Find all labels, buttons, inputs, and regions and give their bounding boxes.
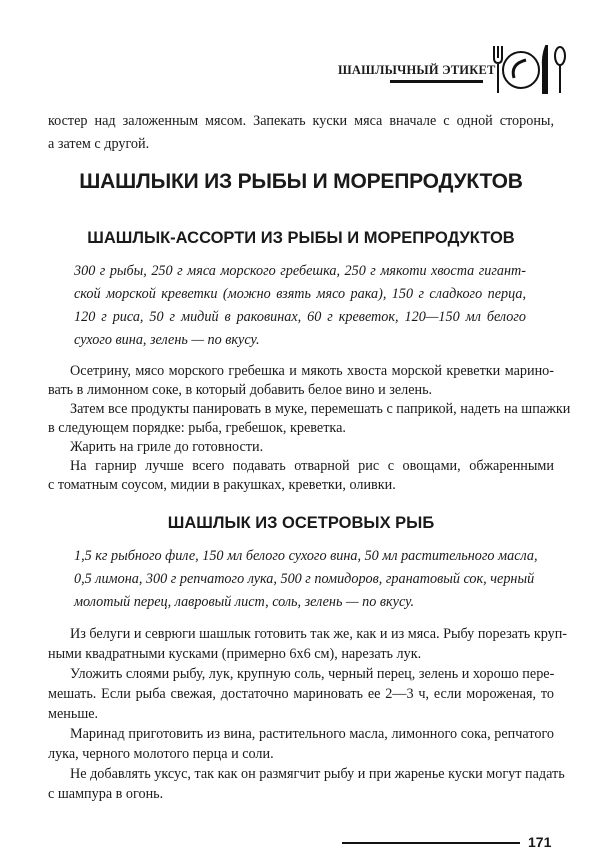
cutlery-plate-icon — [490, 42, 570, 98]
ingredients-list — [74, 545, 538, 614]
header-rule — [390, 80, 483, 83]
recipe-steps — [48, 362, 571, 495]
text-line: с шампура в огонь. — [48, 786, 164, 802]
text-line: ными квадратными кусками (примерно 6х6 см), нарезать лук. — [48, 646, 422, 662]
text-line: а затем с другой. — [48, 136, 150, 152]
recipe-title: ШАШЛЫК ИЗ ОСЕТРОВЫХ РЫБ — [167, 514, 435, 532]
text-line: 0,5 лимона, 300 г репчатого лука, 500 г помидоров, гранатовый сок, черный — [74, 571, 535, 587]
text-line: в следующем порядке: рыба, гребешок, креветка. — [48, 420, 346, 436]
running-header: ШАШЛЫЧНЫЙ ЭТИКЕТ — [338, 63, 496, 77]
text-line: молотый перец, лавровый лист, соль, зелень — по вкусу. — [74, 594, 415, 610]
text-line: костер над заложенным мясом. Запекать куски мяса вначале с одной стороны, — [48, 113, 554, 129]
intro-paragraph — [48, 110, 554, 156]
footer-rule — [342, 842, 520, 844]
text-line: с томатным соусом, мидии в ракушках, креветки, оливки. — [48, 477, 396, 493]
text-line: лука, черного молотого перца и соли. — [48, 746, 274, 762]
text-line: ской морской креветки (можно взять мясо рака), 150 г сладкого перца, — [74, 286, 526, 302]
text-line: Осетрину, мясо морского гребешка и мякоть хвоста морской креветки марино- — [70, 363, 554, 379]
ingredients-list — [74, 260, 526, 352]
page-number: 171 — [528, 834, 552, 850]
recipe-title: ШАШЛЫК-АССОРТИ ИЗ РЫБЫ И МОРЕПРОДУКТОВ — [87, 229, 515, 247]
text-line: вать в лимонном соке, в который добавить белое вино и зелень. — [48, 382, 433, 398]
text-line: Уложить слоями рыбу, лук, крупную соль, черный перец, зелень и хорошо пере- — [70, 666, 555, 682]
section-title: ШАШЛЫКИ ИЗ РЫБЫ И МОРЕПРОДУКТОВ — [79, 170, 523, 193]
text-line: мешать. Если рыба свежая, достаточно мариновать ее 2—3 ч, если мороженая, то — [48, 686, 554, 702]
recipe-steps — [48, 624, 568, 804]
text-line: Жарить на гриле до готовности. — [70, 439, 264, 455]
text-line: Маринад приготовить из вина, растительного масла, лимонного сока, репчатого — [70, 726, 554, 742]
text-line: 300 г рыбы, 250 г мяса морского гребешка, 250 г мякоти хвоста гигант- — [74, 263, 526, 279]
text-line: 1,5 кг рыбного филе, 150 мл белого сухого вина, 50 мл растительного масла, — [74, 548, 538, 564]
text-line: 120 г риса, 50 г мидий в раковинах, 60 г креветок, 120—150 мл белого — [74, 309, 526, 325]
text-line: Затем все продукты панировать в муке, перемешать с паприкой, надеть на шпажки — [70, 401, 571, 417]
text-line: Не добавлять уксус, так как он размягчит рыбу и при жаренье куски могут падать — [70, 766, 565, 782]
text-line: На гарнир лучше всего подавать отварной рис с овощами, обжаренными — [70, 458, 554, 474]
text-line: меньше. — [48, 706, 99, 722]
text-line: Из белуги и севрюги шашлык готовить так же, как и из мяса. Рыбу порезать круп- — [70, 626, 568, 642]
text-line: сухого вина, зелень — по вкусу. — [74, 332, 260, 348]
